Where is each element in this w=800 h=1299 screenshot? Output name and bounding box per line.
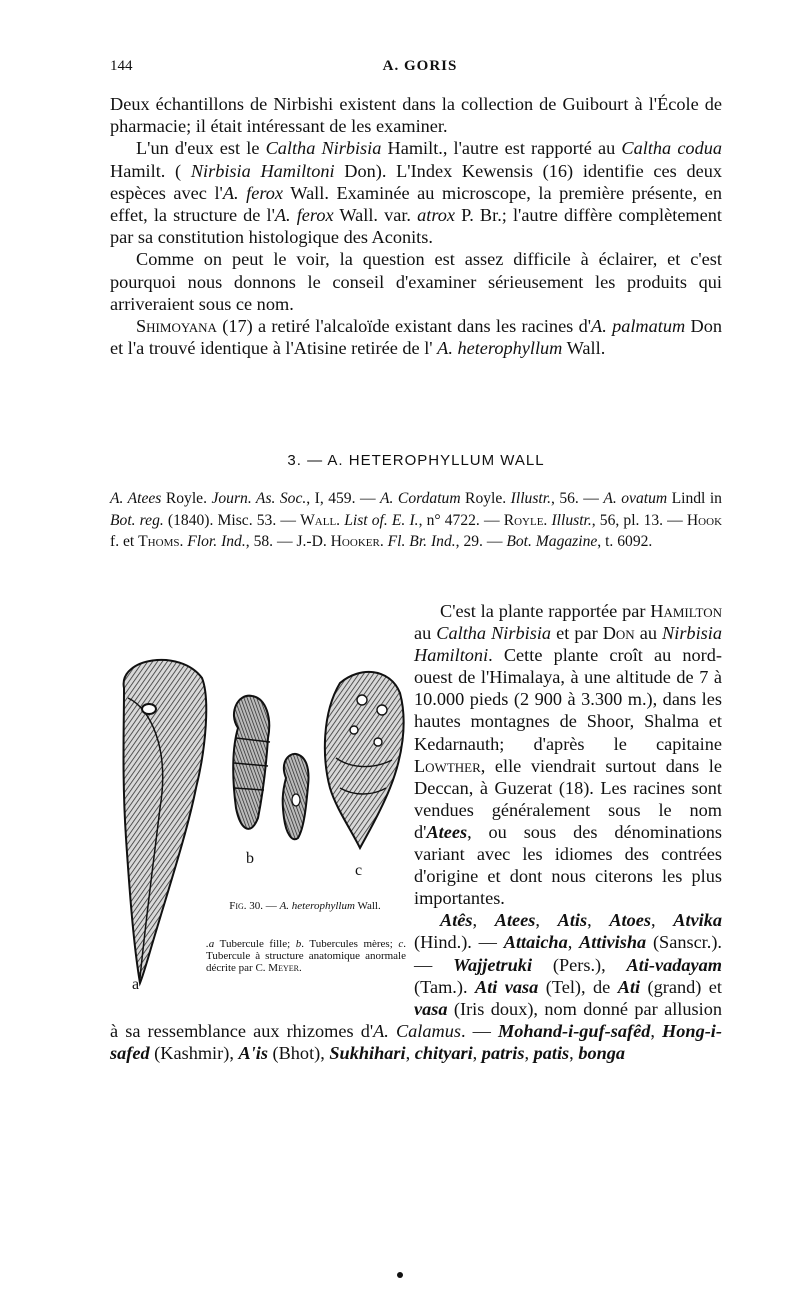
- figure-caption: Fig. 30. — A. heterophyllum Wall.: [229, 900, 381, 912]
- tuber-a: [124, 660, 207, 983]
- footer-dot: [397, 1272, 403, 1278]
- figure-30: [110, 638, 410, 1003]
- synonymy-block: A. Atees Royle. Journ. As. Soc., I, 459. — A. Cordatum Royle. Illustr., 56. — A. ovatum Lindl in Bot. reg. (1840). Misc. 53. — Wall. List of. E. I., n° 4722. — Royle. Illustr., 56, pl. 13. — Hook f. et Thoms. Flor. Ind., 58. — J.-D. Hooker. Fl. Br. Ind., 29. — Bot. Magazine, t. 6092.: [110, 490, 723, 551]
- body-text-top: [110, 93, 722, 359]
- section-heading: 3. — A. HETEROPHYLLUM WALL: [287, 452, 545, 469]
- paragraph-1: Deux échantillons de Nirbishi existent dans la collection de Guibourt à l'École de pharmacie; il était intéressant de les examiner.: [110, 94, 722, 137]
- paragraph-6: Atês, Atees, Atis, Atoes, Atvika (Hind.). — Attaicha, Attivisha (Sanscr.). — Wajjetruki (Pers.), Ati-vadayam (Tam.). Ati vasa (Tel), de Ati (grand) et vasa (Iris doux), nom donné par allusion à sa ressemblance aux rhizomes d'A. Calamus. — Mohand-i-guf-safêd, Hong-i-safed (Kashmir), A'is (Bhot), Sukhihari, chityari, patris, patis, bonga: [110, 910, 723, 1063]
- tuber-b-1: [233, 696, 269, 829]
- figure-label-b: b: [246, 850, 254, 867]
- paragraph-3: Comme on peut le voir, la question est assez difficile à éclairer, et c'est pourquoi nous donnons le conseil d'examiner sérieusement les produits qui arriveraient sous ce nom.: [110, 249, 722, 314]
- page-number: 144: [110, 58, 133, 74]
- tuber-a-bud: [142, 704, 156, 714]
- page-header: [110, 58, 730, 82]
- figure-label-a: a: [132, 976, 140, 993]
- main-text-with-figure: [110, 600, 722, 1064]
- paragraph-4: Shimoyana (17) a retiré l'alcaloïde existant dans les racines d'A. palmatum Don et l'a trouvé identique à l'Atisine retirée de l' A. heterophyllum Wall.: [110, 316, 722, 359]
- paragraph-5: C'est la plante rapportée par Hamilton au Caltha Nirbisia et par Don au Nirbisia Hamiltoni. Cette plante croît au nord-ouest de l'Himalaya, à une altitude de 7 à 10.000 pieds (2 900 à 3.300 m.), dans les hautes montagnes de Shoor, Shalma et Kedarnauth; d'après le capitaine Lowther, elle viendrait surtout dans le Deccan, à Guzerat (18). Les racines sont vendues généralement sous le nom d'Atees, ou sous des dénominations variant avec les idiomes des contrées d'origine et dont nous citerons les plus importantes.: [414, 601, 722, 909]
- running-head: A. GORIS: [382, 58, 458, 74]
- figure-legend: .a Tubercule fille; b. Tubercules mères; c. Tubercule à structure anatomique anormale décrite par C. Meyer.: [206, 938, 406, 974]
- figure-label-c: c: [355, 862, 363, 879]
- paragraph-2: L'un d'eux est le Caltha Nirbisia Hamilt., l'autre est rapporté au Caltha codua Hamilt. ( Nirbisia Hamiltoni Don). L'Index Kewensis (16) identifie ces deux espèces avec l'A. ferox Wall. Examinée au microscope, la première présente, en effet, la structure de l'A. ferox Wall. var. atrox P. Br.; l'autre diffère complètement par sa constitution histologique des Aconits.: [110, 138, 722, 248]
